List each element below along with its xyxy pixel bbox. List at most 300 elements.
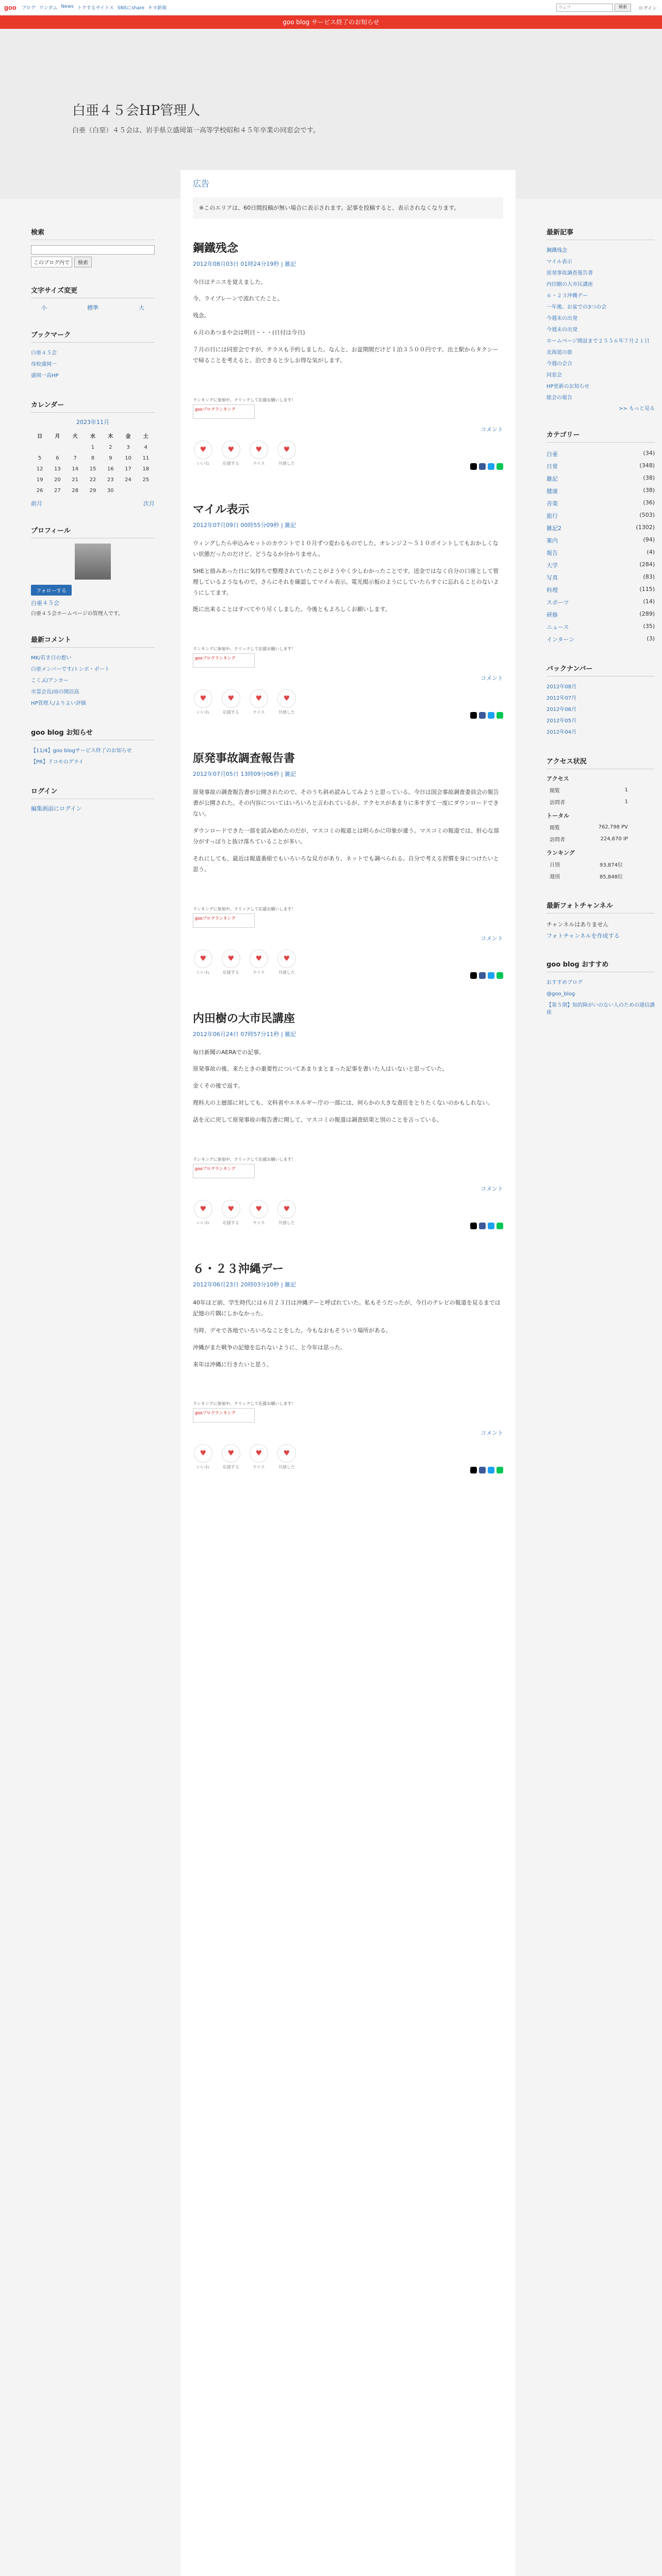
calendar-day: 13 bbox=[54, 466, 61, 472]
backnumber-link[interactable]: 2012年06月 bbox=[547, 707, 577, 713]
recent-entry-link[interactable]: 今週末の出発 bbox=[547, 327, 577, 333]
category-count: (503) bbox=[639, 512, 655, 518]
top-search bbox=[556, 4, 631, 12]
reaction-button[interactable] bbox=[221, 1200, 241, 1226]
reaction-button[interactable] bbox=[276, 1444, 297, 1470]
entry-paragraph: それにしても、最近は報道番組でもいろいろな見方があり、ネットでも調べられる。自分で考える習慣を身につけたいと思う。 bbox=[193, 855, 499, 873]
category-count: (3) bbox=[647, 635, 655, 642]
calendar-weekday: 金 bbox=[125, 434, 131, 439]
line-share-icon[interactable] bbox=[496, 1223, 503, 1229]
calendar-day: 18 bbox=[142, 466, 150, 472]
category-count: (38) bbox=[643, 474, 655, 481]
reaction-button[interactable] bbox=[249, 1200, 269, 1226]
category-item[interactable] bbox=[547, 596, 655, 608]
calendar-day bbox=[137, 485, 155, 496]
edit-login-link[interactable]: 編集画面にログイン bbox=[31, 805, 82, 812]
recent-entry-link[interactable]: ６・２３沖縄デー bbox=[547, 293, 588, 299]
ranking-text: ランキングに参加中。クリックして応援お願いします！ bbox=[193, 647, 296, 652]
top-bar bbox=[0, 0, 662, 15]
ranking-box bbox=[193, 1401, 503, 1422]
line-share-icon[interactable] bbox=[496, 712, 503, 719]
more-link[interactable]: >> もっと見る bbox=[619, 406, 655, 412]
calendar-month: 2023年11月 bbox=[76, 419, 109, 426]
ranking-box bbox=[193, 1157, 503, 1178]
reaction-label: 応援する bbox=[223, 1465, 239, 1470]
recent-entry-link[interactable]: 北海道の旅 bbox=[547, 350, 572, 355]
calendar-day: 21 bbox=[72, 477, 79, 483]
reaction-button[interactable] bbox=[193, 440, 213, 466]
reaction-label: 共感した bbox=[278, 461, 295, 466]
reaction-icon: ♥ bbox=[277, 1444, 296, 1463]
calendar-day: 1 bbox=[91, 445, 95, 450]
calendar-day bbox=[119, 485, 137, 496]
ranking-text: ランキングに参加中。クリックして応援お願いします！ bbox=[193, 397, 296, 402]
comment-link[interactable]: コメント bbox=[481, 935, 503, 942]
category-item[interactable] bbox=[547, 448, 655, 460]
reaction-button[interactable] bbox=[193, 950, 213, 975]
category-count: (34) bbox=[643, 450, 655, 456]
reaction-icon: ♥ bbox=[277, 689, 296, 708]
reaction-button[interactable] bbox=[221, 950, 241, 975]
reaction-label: いいね bbox=[197, 1465, 209, 1470]
access-section-label: トータル bbox=[547, 812, 569, 819]
widget-title: ブックマーク bbox=[31, 329, 155, 343]
reaction-button[interactable] bbox=[276, 950, 297, 975]
blog-search-button[interactable]: 検索 bbox=[74, 257, 92, 267]
font-small-button[interactable]: 小 bbox=[41, 304, 47, 311]
left-sidebar bbox=[31, 227, 155, 830]
reaction-button[interactable] bbox=[221, 1444, 241, 1470]
ranking-text: ランキングに参加中。クリックして応援お願いします！ bbox=[193, 1401, 296, 1406]
recommend-link[interactable]: おすすめブログ bbox=[547, 980, 583, 986]
calendar-weekday: 水 bbox=[90, 434, 95, 439]
category-name[interactable]: 雑記2 bbox=[547, 525, 561, 532]
font-large-button[interactable]: 大 bbox=[139, 304, 144, 311]
calendar-day: 20 bbox=[54, 477, 61, 483]
ranking-box bbox=[193, 906, 503, 928]
entry-paragraph: 話を元に戻して原発事故の報告書に関して、マスコミの報道は調査結果と別のことを言っている。 bbox=[193, 1116, 442, 1124]
entry-title[interactable]: マイル表示 bbox=[193, 503, 250, 516]
entry-paragraph: 原発事故の後、来たときの重要性についてあまりまとまった記事を書いた人はいないと思っていた。 bbox=[193, 1065, 448, 1073]
calendar-day: 19 bbox=[36, 477, 43, 483]
calendar-day: 2 bbox=[109, 445, 112, 450]
entry-paragraph: 沖縄がまた戦争の記憶を忘れないように、と今年は思った。 bbox=[193, 1344, 346, 1351]
top-search-input[interactable]: ウェブ bbox=[556, 4, 613, 12]
comment-link[interactable]: コメント bbox=[481, 675, 503, 682]
reaction-buttons bbox=[193, 689, 503, 715]
calendar-day: 30 bbox=[107, 488, 114, 494]
top-nav bbox=[22, 4, 167, 11]
recommend-link[interactable]: @goo_blog bbox=[547, 991, 575, 997]
calendar-weekday: 日 bbox=[37, 434, 43, 439]
profile-widget bbox=[31, 525, 155, 617]
category-name[interactable]: 雑記 bbox=[547, 476, 558, 482]
category-item[interactable] bbox=[547, 608, 655, 621]
reaction-label: 応援する bbox=[223, 970, 239, 975]
calendar-prev-link[interactable]: 前月 bbox=[31, 500, 42, 507]
x-share-icon[interactable] bbox=[470, 463, 477, 470]
reaction-icon: ♥ bbox=[194, 950, 212, 968]
entry-body bbox=[193, 538, 503, 615]
reaction-icon: ♥ bbox=[222, 1200, 240, 1218]
blog-entry bbox=[193, 750, 503, 978]
reaction-buttons bbox=[193, 950, 503, 975]
facebook-share-icon[interactable] bbox=[479, 712, 486, 719]
goo-logo[interactable]: goo bbox=[4, 4, 16, 11]
access-value: 93,874位 bbox=[600, 862, 623, 868]
widget-title: goo blog お知らせ bbox=[31, 727, 155, 740]
access-value: 1 bbox=[624, 799, 628, 805]
entry-body bbox=[193, 787, 503, 875]
twitter-share-icon[interactable] bbox=[488, 972, 494, 979]
calendar-day: 4 bbox=[144, 445, 148, 450]
reaction-button[interactable] bbox=[249, 950, 269, 975]
category-item[interactable] bbox=[547, 460, 655, 472]
category-name[interactable]: 白亜 bbox=[547, 451, 558, 457]
category-name[interactable]: 日常 bbox=[547, 463, 558, 470]
calendar-weekday: 火 bbox=[72, 434, 78, 439]
reaction-buttons bbox=[193, 1444, 503, 1470]
calendar-day: 27 bbox=[54, 488, 61, 494]
category-count: (35) bbox=[643, 623, 655, 630]
widget-title: 最新コメント bbox=[31, 634, 155, 648]
reaction-label: いいね bbox=[197, 710, 209, 715]
reaction-button[interactable] bbox=[193, 1200, 213, 1226]
category-name[interactable]: 大学 bbox=[547, 562, 558, 569]
reaction-button[interactable] bbox=[249, 1444, 269, 1470]
recent-entry-link[interactable]: 今週の会合 bbox=[547, 361, 572, 367]
calendar-next-link[interactable]: 次月 bbox=[143, 500, 155, 507]
access-value: 224,670 IP bbox=[600, 836, 628, 842]
service-notice-text[interactable]: goo blog サービス終了のお知らせ bbox=[283, 19, 379, 26]
calendar-widget bbox=[31, 399, 155, 507]
photo-channel-widget bbox=[547, 900, 655, 941]
access-value: 85,848位 bbox=[600, 874, 623, 880]
reaction-button[interactable] bbox=[193, 689, 213, 715]
twitter-share-icon[interactable] bbox=[488, 712, 494, 719]
recommend-link[interactable]: 【第５期】知的障がいのない人のための通信講座 bbox=[547, 1003, 655, 1015]
calendar-weekday: 月 bbox=[55, 434, 60, 439]
search-scope-select[interactable]: このブログ内で bbox=[31, 257, 72, 267]
recent-entry-link[interactable]: 同窓会 bbox=[547, 372, 562, 378]
category-name[interactable]: 音楽 bbox=[547, 500, 558, 507]
entry-paragraph: 原発事故の調査報告書が公開されたので、そのうち斜め読みしてみようと思っている。今日は国会事故調査委員会の報告書が公開された。その内容についてはいろいろと言われているが、アクセスがあまりに多すぎて一度にダウンロードできない。 bbox=[193, 789, 499, 818]
top-search-button[interactable]: 検索 bbox=[615, 4, 631, 12]
calendar-day: 11 bbox=[142, 455, 150, 461]
access-table bbox=[547, 784, 631, 808]
reaction-icon: ♥ bbox=[250, 440, 268, 459]
bookmark-link[interactable]: 母校盛岡一 bbox=[31, 362, 57, 367]
ranking-banner[interactable]: gooブログランキング bbox=[193, 1164, 255, 1178]
category-name[interactable]: スポーツ bbox=[547, 599, 569, 606]
widget-title: ログイン bbox=[31, 786, 155, 799]
x-share-icon[interactable] bbox=[470, 1223, 477, 1229]
ranking-text: ランキングに参加中。クリックして応援お願いします！ bbox=[193, 1157, 296, 1162]
entry-date[interactable]: 2012年07月09日 00時55分09秒 | 雑記 bbox=[193, 521, 296, 529]
entry-paragraph: ウィングしたら申込みセットのカウントで１０月ずつ変わるものでした。オレンジ２～５１０ポイントしてもおかしくない状態だったのだけど、どうなるか分かりません。 bbox=[193, 539, 499, 557]
category-item[interactable] bbox=[547, 547, 655, 559]
recent-entry-link[interactable]: 今週末の出発 bbox=[547, 316, 577, 321]
category-item[interactable] bbox=[547, 559, 655, 571]
calendar-day: 17 bbox=[125, 466, 131, 472]
category-item[interactable] bbox=[547, 485, 655, 497]
calendar-day: 15 bbox=[89, 466, 96, 472]
backnumber-link[interactable]: 2012年05月 bbox=[547, 718, 577, 724]
font-normal-button[interactable]: 標準 bbox=[87, 304, 98, 311]
reaction-label: ナイス bbox=[253, 710, 265, 715]
category-item[interactable] bbox=[547, 522, 655, 534]
entry-body bbox=[193, 277, 503, 366]
category-item[interactable] bbox=[547, 510, 655, 522]
recent-entry-link[interactable]: ホームページ開設まで２５５６年７月２１日 bbox=[547, 338, 650, 344]
calendar-day: 12 bbox=[36, 466, 43, 472]
category-name[interactable]: 健康 bbox=[547, 488, 558, 495]
category-item[interactable] bbox=[547, 621, 655, 633]
access-key: 週別 bbox=[550, 874, 560, 880]
reaction-button[interactable] bbox=[249, 689, 269, 715]
reaction-icon: ♥ bbox=[250, 689, 268, 708]
widget-title: カテゴリー bbox=[547, 429, 655, 443]
top-nav-item[interactable]: SNSにshare bbox=[117, 6, 145, 11]
calendar-day bbox=[67, 442, 84, 453]
facebook-share-icon[interactable] bbox=[479, 1467, 486, 1473]
reaction-icon: ♥ bbox=[194, 440, 212, 459]
main-column bbox=[180, 170, 516, 2576]
blog-search-input[interactable] bbox=[31, 245, 155, 255]
comment-link[interactable]: コメント bbox=[481, 1430, 503, 1437]
recent-entry-link[interactable]: 原発事故調査報告書 bbox=[547, 270, 593, 276]
reaction-label: 共感した bbox=[278, 710, 295, 715]
login-widget bbox=[31, 786, 155, 812]
category-count: (83) bbox=[643, 573, 655, 580]
twitter-share-icon[interactable] bbox=[488, 463, 494, 470]
ranking-banner[interactable]: gooブログランキング bbox=[193, 404, 255, 419]
category-item[interactable] bbox=[547, 633, 655, 646]
category-item[interactable] bbox=[547, 534, 655, 547]
facebook-share-icon[interactable] bbox=[479, 972, 486, 979]
reaction-buttons bbox=[193, 1200, 503, 1226]
reaction-button[interactable] bbox=[276, 1200, 297, 1226]
category-name[interactable]: インターン bbox=[547, 636, 575, 643]
font-size-widget bbox=[31, 285, 155, 312]
recent-entry-link[interactable]: 一年後、お盆での3つの会 bbox=[547, 304, 607, 310]
line-share-icon[interactable] bbox=[496, 463, 503, 470]
category-name[interactable]: 案内 bbox=[547, 537, 558, 544]
ranking-banner[interactable]: gooブログランキング bbox=[193, 653, 255, 668]
top-nav-item[interactable]: News bbox=[61, 4, 74, 9]
category-count: (4) bbox=[647, 549, 655, 555]
right-sidebar bbox=[547, 227, 655, 1036]
reaction-button[interactable] bbox=[221, 689, 241, 715]
recent-widget bbox=[547, 227, 655, 412]
reaction-button[interactable] bbox=[193, 1444, 213, 1470]
recommend-widget bbox=[547, 959, 655, 1019]
calendar-day: 22 bbox=[89, 477, 96, 483]
calendar-day: 6 bbox=[56, 455, 59, 461]
comment-link[interactable]: 市霊会長/雨の開沼高 bbox=[31, 689, 79, 695]
top-nav-item[interactable]: キヨ新規 bbox=[148, 6, 167, 11]
bookmark-link[interactable]: 白亜４５会 bbox=[31, 350, 57, 356]
category-item[interactable] bbox=[547, 571, 655, 584]
top-nav-item[interactable]: トクするサイトス bbox=[77, 6, 114, 11]
recent-entry-link[interactable]: 内田樹の大市民講座 bbox=[547, 282, 593, 287]
calendar-day: 9 bbox=[109, 455, 112, 461]
site-title[interactable]: 白亜４５会HP管理人 bbox=[72, 103, 201, 118]
reaction-label: ナイス bbox=[253, 1220, 265, 1225]
entry-paragraph: 40年ほど前、学生時代には６月２３日は沖縄デーと呼ばれていた。私もそうだったが、今日のテレビの報道を見るまでは記憶の片隅にしかなかった。 bbox=[193, 1299, 501, 1317]
ranking-banner[interactable]: gooブログランキング bbox=[193, 1408, 255, 1422]
category-item[interactable] bbox=[547, 584, 655, 596]
line-share-icon[interactable] bbox=[496, 972, 503, 979]
line-share-icon[interactable] bbox=[496, 1467, 503, 1473]
comment-link[interactable]: HP管理人/よりよい評価 bbox=[31, 701, 86, 706]
goo-notice-link[interactable]: 【11/4】goo blogサービス終了のお知らせ bbox=[31, 748, 132, 754]
comment-link[interactable]: こくぶ/アンカー bbox=[31, 678, 69, 684]
entry-date[interactable]: 2012年07月05日 13時09分06秒 | 雑記 bbox=[193, 771, 296, 778]
blog-entry bbox=[193, 240, 503, 470]
photo-channel-create-link[interactable]: フォトチャンネルを作成する bbox=[547, 933, 620, 939]
category-name[interactable]: 料理 bbox=[547, 587, 558, 594]
ad-label: 広告 bbox=[193, 179, 210, 189]
reaction-button[interactable] bbox=[249, 440, 269, 466]
widget-title: 文字サイズ変更 bbox=[31, 285, 155, 298]
reaction-button[interactable] bbox=[276, 440, 297, 466]
comment-link[interactable]: 白亜メンバーです/トンボ・ボート bbox=[31, 667, 110, 672]
entry-paragraph: 当時、デモで各地でいろいろなことをした。今もなおもそういう場所がある。 bbox=[193, 1327, 391, 1334]
category-name[interactable]: 旅行 bbox=[547, 513, 558, 519]
reaction-label: ナイス bbox=[253, 1465, 265, 1470]
entry-title[interactable]: 原発事故調査報告書 bbox=[193, 752, 295, 766]
entry-date[interactable]: 2012年06月24日 07時57分11秒 | 雑記 bbox=[193, 1030, 296, 1038]
entry-paragraph: 毎日新聞のAERAでの記事。 bbox=[193, 1048, 265, 1056]
entry-paragraph: 今、ライブレーンで流れてたこと。 bbox=[193, 295, 283, 302]
entry-paragraph: 理科大の上層部に対しても、文科省やエネルギー庁の一部には、何らかの大きな責任をとりたくないのかもしれない。 bbox=[193, 1099, 493, 1107]
bookmark-link[interactable]: 盛岡一高HP bbox=[31, 373, 59, 379]
reaction-icon: ♥ bbox=[222, 440, 240, 459]
entry-body bbox=[193, 1298, 503, 1370]
top-nav-item[interactable]: ワンダム bbox=[39, 6, 58, 11]
reaction-buttons bbox=[193, 440, 503, 466]
profile-name[interactable]: 白亜４５会 bbox=[31, 600, 59, 606]
site-description: 白亜（白堊）４５会は、岩手県立盛岡第一高等学校昭和４５年卒業の同窓会です。 bbox=[72, 127, 320, 134]
widget-title: 最新記事 bbox=[547, 227, 655, 240]
category-widget bbox=[547, 429, 655, 646]
ranking-box bbox=[193, 397, 503, 419]
entry-title[interactable]: 内田樹の大市民講座 bbox=[193, 1012, 295, 1025]
access-key: 訪問者 bbox=[550, 837, 565, 843]
x-share-icon[interactable] bbox=[470, 972, 477, 979]
ranking-text: ランキングに参加中。クリックして応援お願いします！ bbox=[193, 906, 296, 911]
category-name[interactable]: 報告 bbox=[547, 550, 558, 556]
blog-entry bbox=[193, 1010, 503, 1229]
backnumber-widget bbox=[547, 663, 655, 738]
access-value: 1 bbox=[624, 787, 628, 793]
follow-button[interactable]: フォローする bbox=[31, 585, 72, 596]
entry-paragraph: ダウンロードできた一部を読み始めたのだが、マスコミの報道とは明らかに印象が違う。マスコミの報道では、肝心な部分がすっぽりと抜け落ちていることが多い。 bbox=[193, 827, 499, 845]
category-name[interactable]: 写真 bbox=[547, 574, 558, 581]
comment-link[interactable]: コメント bbox=[481, 1185, 503, 1192]
twitter-share-icon[interactable] bbox=[488, 1467, 494, 1473]
backnumber-link[interactable]: 2012年07月 bbox=[547, 696, 577, 701]
entry-date[interactable]: 2012年06月23日 20時03分10秒 | 雑記 bbox=[193, 1281, 296, 1288]
reaction-label: いいね bbox=[197, 1220, 209, 1225]
ranking-banner[interactable]: gooブログランキング bbox=[193, 913, 255, 928]
calendar-day: 7 bbox=[73, 455, 77, 461]
backnumber-link[interactable]: 2012年08月 bbox=[547, 684, 577, 690]
calendar-day: 26 bbox=[36, 488, 43, 494]
facebook-share-icon[interactable] bbox=[479, 1223, 486, 1229]
category-name[interactable]: 研修 bbox=[547, 612, 558, 618]
top-nav-item[interactable]: ブログ bbox=[21, 6, 36, 11]
reaction-icon: ♥ bbox=[277, 1200, 296, 1218]
calendar-day: 25 bbox=[142, 477, 150, 483]
entry-title[interactable]: 鋼鐵残念 bbox=[193, 242, 239, 255]
comment-link[interactable]: コメント bbox=[481, 426, 503, 433]
category-count: (284) bbox=[639, 561, 655, 568]
calendar-weekday: 木 bbox=[108, 434, 113, 439]
x-share-icon[interactable] bbox=[470, 712, 477, 719]
reaction-icon: ♥ bbox=[222, 1444, 240, 1463]
recent-entry-link[interactable]: マイル表示 bbox=[547, 259, 572, 265]
category-item[interactable] bbox=[547, 497, 655, 510]
category-count: (289) bbox=[639, 611, 655, 617]
reaction-icon: ♥ bbox=[250, 950, 268, 968]
comment-link[interactable]: MK/若き日の想い bbox=[31, 655, 72, 661]
entry-title[interactable]: ６・２３沖縄デー bbox=[193, 1262, 284, 1276]
calendar-table bbox=[31, 429, 155, 496]
category-name[interactable]: ニュース bbox=[547, 624, 569, 631]
reaction-button[interactable] bbox=[221, 440, 241, 466]
calendar-day: 23 bbox=[107, 477, 114, 483]
reaction-icon: ♥ bbox=[250, 1444, 268, 1463]
service-notice-banner[interactable] bbox=[0, 15, 662, 29]
category-item[interactable] bbox=[547, 472, 655, 485]
ranking-box bbox=[193, 646, 503, 668]
reaction-label: 共感した bbox=[278, 970, 295, 975]
recent-entry-link[interactable]: HP更新のお知らせ bbox=[547, 384, 590, 389]
x-share-icon[interactable] bbox=[470, 1467, 477, 1473]
goo-notice-link[interactable]: 【PR】ドコモのグライ bbox=[31, 759, 84, 765]
blog-entry bbox=[193, 501, 503, 719]
reaction-icon: ♥ bbox=[194, 1444, 212, 1463]
backnumber-link[interactable]: 2012年04月 bbox=[547, 730, 577, 735]
reaction-label: 応援する bbox=[223, 710, 239, 715]
login-link[interactable]: ログイン bbox=[638, 6, 657, 11]
widget-title: 最新フォトチャンネル bbox=[547, 900, 655, 913]
reaction-label: 応援する bbox=[223, 461, 239, 466]
twitter-share-icon[interactable] bbox=[488, 1223, 494, 1229]
calendar-day: 10 bbox=[125, 455, 131, 461]
category-count: (38) bbox=[643, 487, 655, 494]
category-count: (36) bbox=[643, 499, 655, 506]
profile-text: 白亜４５会ホームページの管理人です。 bbox=[31, 611, 123, 617]
access-section-label: ランキング bbox=[547, 850, 575, 856]
entry-paragraph: ７月の日には同窓会ですが、テラスも予約しました。なんと、お盆期間だけど１泊３５００円です。出土駅からタクシーで帰ることを考えると、泊できると少しお得な気がします。 bbox=[193, 346, 499, 364]
facebook-share-icon[interactable] bbox=[479, 463, 486, 470]
recent-entry-link[interactable]: 総会の報告 bbox=[547, 395, 572, 401]
access-key: 日別 bbox=[550, 862, 560, 868]
recent-entry-link[interactable]: 鋼鐵残念 bbox=[547, 248, 567, 253]
reaction-icon: ♥ bbox=[222, 689, 240, 708]
calendar-day bbox=[48, 442, 66, 453]
entry-date[interactable]: 2012年08月03日 01時24分19秒 | 雑記 bbox=[193, 260, 296, 267]
reaction-label: ナイス bbox=[253, 970, 265, 975]
widget-title: プロフィール bbox=[31, 525, 155, 538]
reaction-label: ナイス bbox=[253, 461, 265, 466]
reaction-button[interactable] bbox=[276, 689, 297, 715]
access-value: 762,798 PV bbox=[598, 824, 628, 830]
bookmark-widget bbox=[31, 329, 155, 382]
